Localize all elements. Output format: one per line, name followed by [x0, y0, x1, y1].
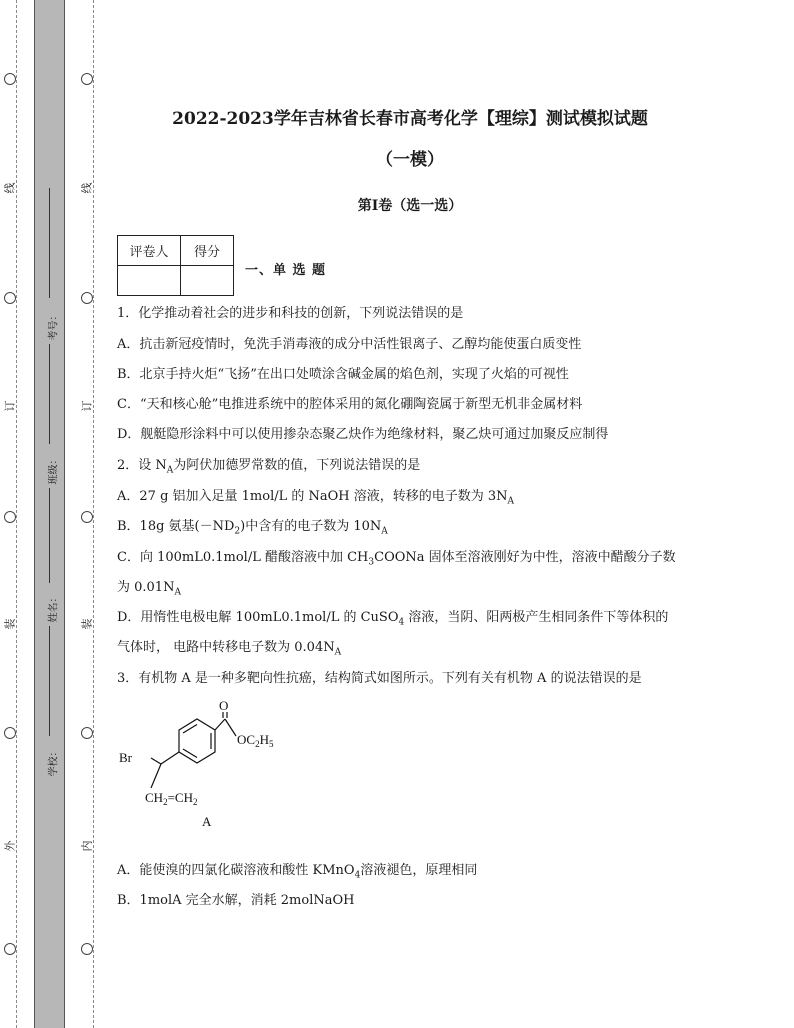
option-text: 气体时， 电路中转移电子数为 0.04N — [117, 640, 335, 655]
subscript: A — [334, 647, 342, 658]
question-1-option-d: D．舰艇隐形涂料中可以使用掺杂态聚乙炔作为绝缘材料，聚乙炔可通过加聚反应制得 — [117, 427, 609, 442]
bond — [161, 752, 179, 764]
vinyl-text: =CH — [167, 790, 193, 805]
outer-cut-line — [16, 0, 17, 1028]
bond — [151, 764, 161, 788]
subscript: 3 — [368, 557, 375, 568]
bond — [225, 719, 236, 736]
name-label: 姓名： — [48, 592, 60, 623]
option-text: C．向 100mL0.1mol/L 醋酸溶液中加 CH — [117, 550, 369, 565]
school-label: 学校： — [48, 746, 60, 777]
option-text: )中含有的电子数为 10N — [240, 519, 382, 534]
page-title-subline: （一模） — [376, 150, 444, 170]
inner-cut-line — [93, 0, 94, 1028]
band-left-border — [34, 0, 35, 1028]
binding-hole — [81, 292, 93, 304]
subscript: 2 — [255, 739, 260, 749]
subscript: A — [174, 587, 181, 598]
structural-formula — [115, 700, 315, 840]
binding-hole — [4, 943, 16, 955]
subscript: 2 — [234, 526, 241, 537]
question-2-option-c-cont — [117, 578, 181, 603]
binding-hole — [4, 511, 16, 523]
binding-hole — [4, 73, 16, 85]
question-1-option-c: C．“天和核心舱”电推进系统中的腔体采用的氮化硼陶瓷属于新型无机非金属材料 — [117, 397, 583, 412]
margin-marker-zhuang: 装 — [80, 618, 94, 630]
question-1-option-b: B．北京手持火炬“飞扬”在出口处喷涂含碱金属的焰色剂，实现了火焰的可视性 — [117, 367, 569, 382]
margin-marker-wai: 外 — [3, 840, 17, 852]
class-label: 班级： — [48, 454, 60, 485]
section-heading: 一、单 选 题 — [245, 263, 327, 278]
binding-hole — [81, 727, 93, 739]
vinyl-group — [145, 790, 197, 807]
question-2-stem — [117, 456, 420, 481]
class-line — [49, 344, 50, 444]
option-text: 溶液褪色，原理相同 — [360, 863, 478, 878]
carbonyl-oxygen: O — [219, 700, 229, 713]
score-box-grader-label: 评卷人 — [118, 236, 181, 266]
question-2-option-a — [117, 487, 514, 512]
subscript: 2 — [163, 797, 168, 807]
margin-marker-zhuang: 装 — [3, 618, 17, 630]
score-box — [117, 235, 234, 296]
question-2-stem-text: 为阿伏加德罗常数的值，下列说法错误的是 — [173, 458, 421, 473]
bond — [215, 719, 225, 730]
score-box-score-label: 得分 — [181, 236, 234, 266]
subscript: 2 — [192, 797, 198, 807]
binding-hole — [4, 727, 16, 739]
subscript: 4 — [398, 617, 405, 628]
vinyl-text: CH — [145, 790, 164, 805]
ester-text: H — [259, 732, 269, 747]
exam-number-line — [49, 188, 50, 298]
margin-marker-ding: 订 — [80, 400, 94, 412]
question-1-option-a: A．抗击新冠疫情时，免洗手消毒液的成分中活性银离子、乙醇均能使蛋白质变性 — [117, 337, 582, 352]
benzene-ring — [179, 719, 215, 763]
question-2-stem-text: 2．设 N — [117, 458, 167, 473]
volume-heading: 第I卷（选一选） — [357, 198, 463, 214]
question-2-option-c — [117, 548, 676, 573]
bond — [151, 758, 161, 764]
question-2-option-d-cont — [117, 638, 341, 663]
page-title: 2022-2023学年吉林省长春市高考化学【理综】测试模拟试题 — [172, 109, 648, 129]
subscript: 4 — [354, 870, 361, 881]
option-text: COONa 固体至溶液刚好为中性，溶液中醋酸分子数 — [374, 550, 676, 565]
question-2-option-d — [117, 608, 668, 633]
school-line — [49, 626, 50, 736]
subscript: A — [166, 465, 174, 476]
option-text: A．27 g 铝加入足量 1mol/L 的 NaOH 溶液，转移的电子数为 3N — [117, 489, 508, 504]
subscript: 5 — [268, 739, 274, 749]
margin-marker-xian: 线 — [3, 182, 17, 194]
binding-hole — [81, 511, 93, 523]
name-line — [49, 488, 50, 583]
margin-marker-nei: 内 — [80, 840, 94, 852]
option-text: 溶液，当阴、阳两极产生相同条件下等体积的 — [404, 610, 669, 625]
question-3-option-b: B．1molA 完全水解，消耗 2molNaOH — [117, 893, 355, 908]
bromine-atom: Br — [119, 750, 132, 765]
binding-margin — [0, 0, 100, 1028]
margin-marker-ding: 订 — [3, 400, 17, 412]
binding-hole — [4, 292, 16, 304]
compound-label: A — [202, 814, 212, 829]
margin-marker-xian: 线 — [80, 182, 94, 194]
question-1-stem: 1．化学推动着社会的进步和科技的创新，下列说法错误的是 — [117, 306, 464, 321]
subscript: A — [507, 496, 515, 507]
ester-text: OC — [237, 732, 256, 747]
binding-hole — [81, 73, 93, 85]
option-text: D．用惰性电极电解 100mL0.1mol/L 的 CuSO — [117, 610, 399, 625]
question-3-option-a — [117, 861, 477, 886]
option-text: 为 0.01N — [117, 580, 175, 595]
exam-number-label: 考号： — [48, 310, 60, 341]
score-box-grader-cell[interactable] — [118, 266, 181, 296]
question-2-option-b — [117, 517, 388, 542]
binding-hole — [81, 943, 93, 955]
band-right-border — [64, 0, 65, 1028]
ester-group — [237, 732, 274, 749]
subscript: A — [381, 526, 388, 537]
option-text: A．能使溴的四氯化碳溶液和酸性 KMnO — [117, 863, 355, 878]
question-3-stem: 3．有机物 A 是一种多靶向性抗癌，结构简式如图所示。下列有关有机物 A 的说法错误的是 — [117, 671, 642, 686]
option-text: B．18g 氨基(－ND — [117, 519, 235, 534]
score-box-score-cell[interactable] — [181, 266, 234, 296]
